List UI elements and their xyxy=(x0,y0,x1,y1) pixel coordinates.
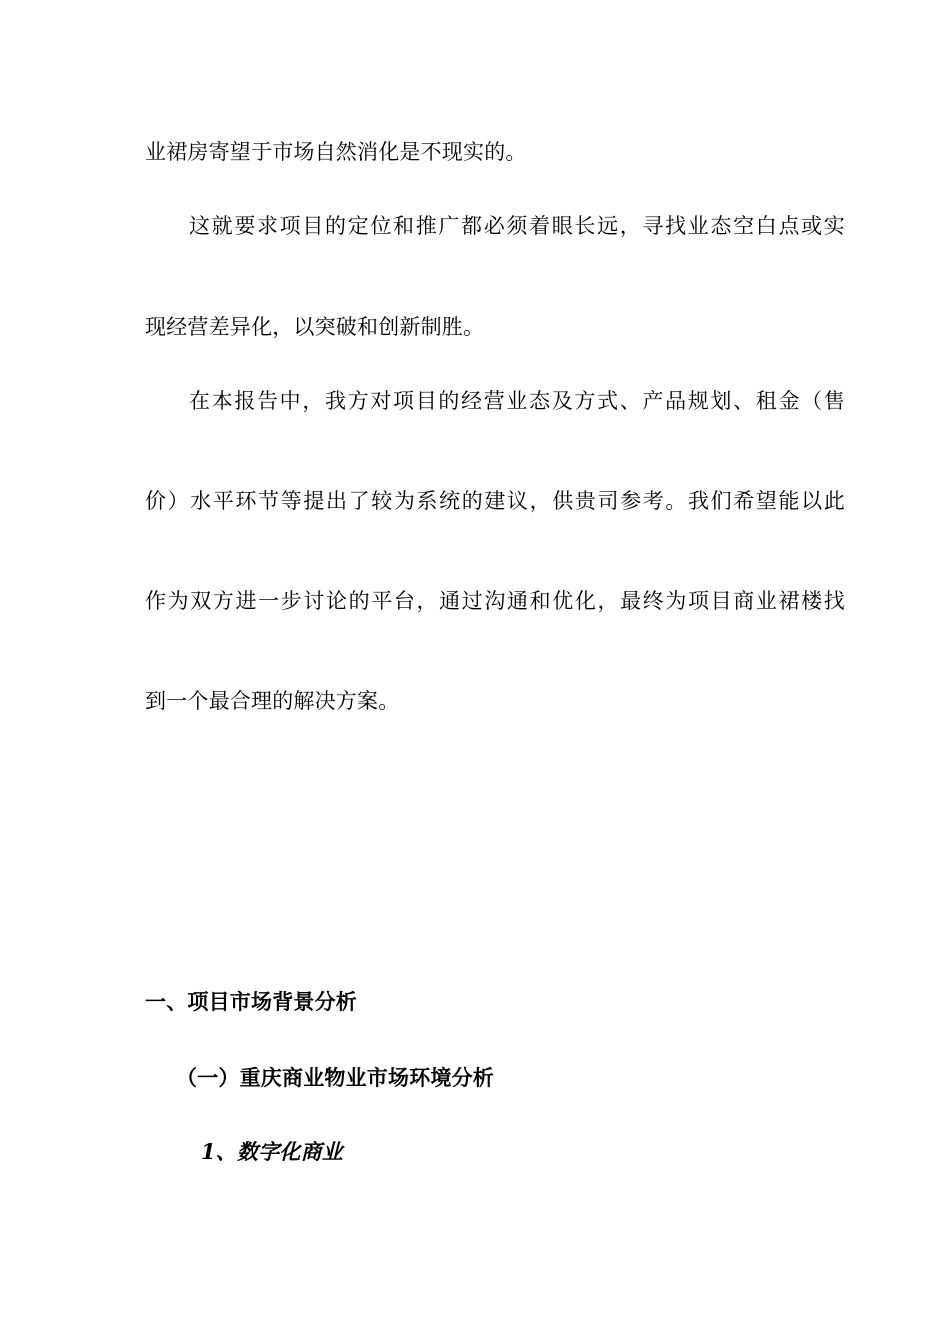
paragraph-line: 价）水平环节等提出了较为系统的建议，供贵司参考。我们希望能以此 xyxy=(145,489,845,513)
paragraph-line: 现经营差异化，以突破和创新制胜。 xyxy=(145,315,485,339)
paragraph-line: 在本报告中，我方对项目的经营业态及方式、产品规划、租金（售 xyxy=(189,389,845,413)
paragraph-line: 作为双方进一步讨论的平台，通过沟通和优化，最终为项目商业裙楼找 xyxy=(145,589,845,613)
subsection-heading: （一）重庆商业物业市场环境分析 xyxy=(176,1065,494,1090)
paragraph-line: 到一个最合理的解决方案。 xyxy=(145,689,400,713)
paragraph-line: 业裙房寄望于市场自然消化是不现实的。 xyxy=(145,140,527,164)
paragraph-line: 这就要求项目的定位和推广都必须着眼长远，寻找业态空白点或实 xyxy=(189,214,845,238)
section-heading: 一、项目市场背景分析 xyxy=(145,989,357,1014)
subsubsection-heading: 1、数字化商业 xyxy=(201,1139,344,1164)
